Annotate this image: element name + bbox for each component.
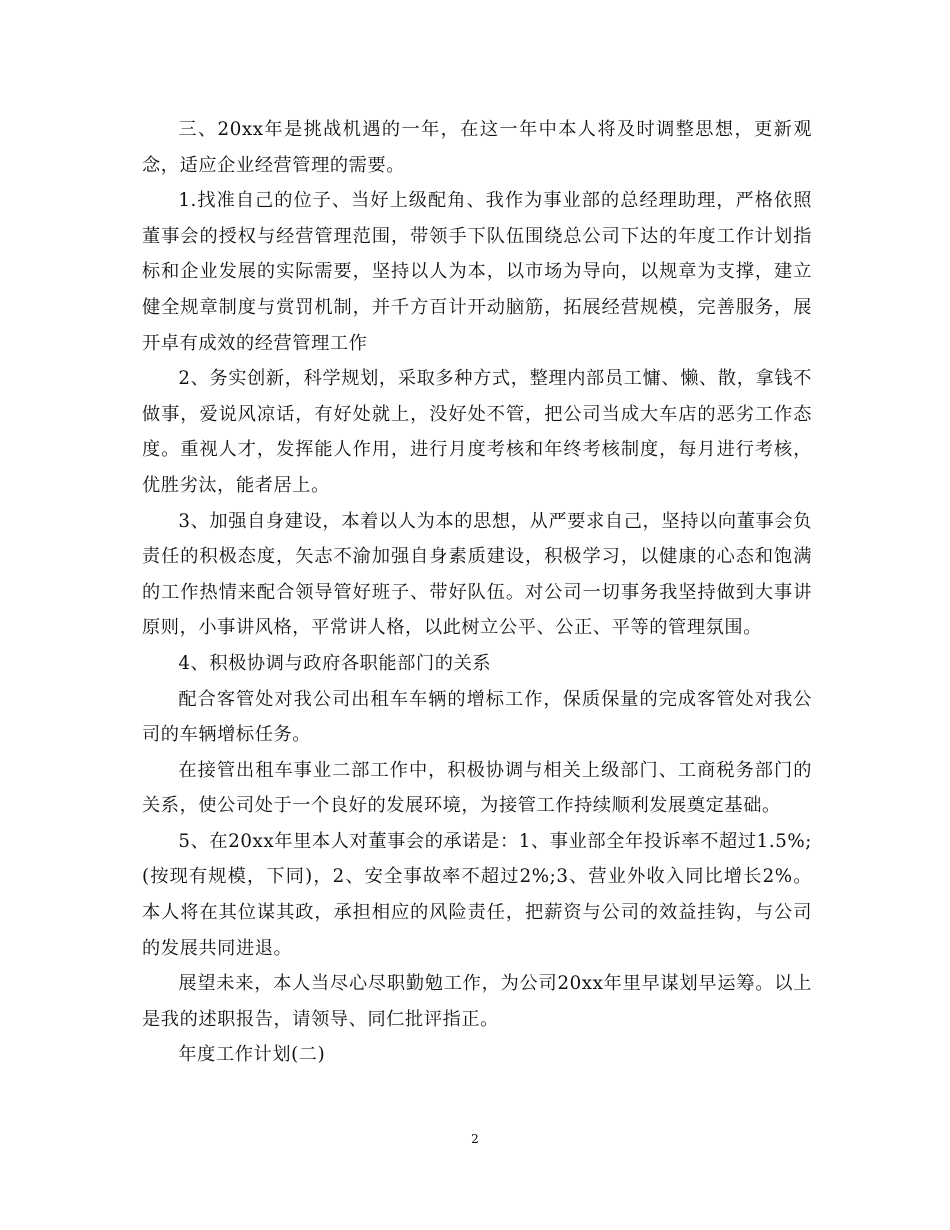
paragraph-item-1: 1.找准自己的位子、当好上级配角、我作为事业部的总经理助理，严格依照董事会的授权与经营管理范围，带领手下队伍围绕总公司下达的年度工作计划指标和企业发展的实际需要，坚持以人为本，以市场为导向，以规章为支撑，建立健全规章制度与赏罚机制，并千方百计开动脑筋，拓展经营规模，完善服务，展开卓有成效的经营管理工作: [142, 190, 812, 354]
paragraph-outlook: 展望未来，本人当尽心尽职勤勉工作，为公司20xx年里早谋划早运筹。以上是我的述职报告，请领导、同仁批评指正。: [142, 973, 812, 1030]
paragraph-item-3: 3、加强自身建设，本着以人为本的思想，从严要求自己，坚持以向董事会负责任的积极态度，矢志不渝加强自身素质建设，积极学习，以健康的心态和饱满的工作热情来配合领导管好班子、带好队伍。对公司一切事务我坚持做到大事讲原则，小事讲风格，平常讲人格，以此树立公平、公正、平等的管理氛围。: [142, 510, 812, 639]
paragraph-vehicle-tagging: 配合客管处对我公司出租车车辆的增标工作，保质保量的完成客管处对我公司的车辆增标任务。: [142, 688, 812, 746]
document-body: [142, 112, 812, 1073]
paragraph-item-2: 2、务实创新，科学规划，采取多种方式，整理内部员工慵、懒、散，拿钱不做事，爱说风凉话，有好处就上，没好处不管，把公司当成大车店的恶劣工作态度。重视人才，发挥能人作用，进行月度考核和年终考核制度，每月进行考核，优胜劣汰，能者居上。: [142, 368, 812, 496]
paragraph-section-three: 三、20xx年是挑战机遇的一年，在这一年中本人将及时调整思想，更新观念，适应企业经营管理的需要。: [142, 119, 812, 176]
paragraph-takeover-coordination: 在接管出租车事业二部工作中，积极协调与相关上级部门、工商税务部门的关系，使公司处于一个良好的发展环境，为接管工作持续顺利发展奠定基础。: [142, 759, 812, 817]
paragraph-item-4: 4、积极协调与政府各职能部门的关系: [178, 652, 492, 674]
paragraph-plan-heading: 年度工作计划(二): [178, 1044, 326, 1066]
paragraph-item-5: 5、在20xx年里本人对董事会的承诺是：1、事业部全年投诉率不超过1.5%;(按现有规模，下同)，2、安全事故率不超过2%;3、营业外收入同比增长2%。本人将在其位谋其政，承担相应的风险责任，把薪资与公司的效益挂钩，与公司的发展共同进退。: [142, 830, 812, 959]
page-number: 2: [471, 1132, 479, 1146]
